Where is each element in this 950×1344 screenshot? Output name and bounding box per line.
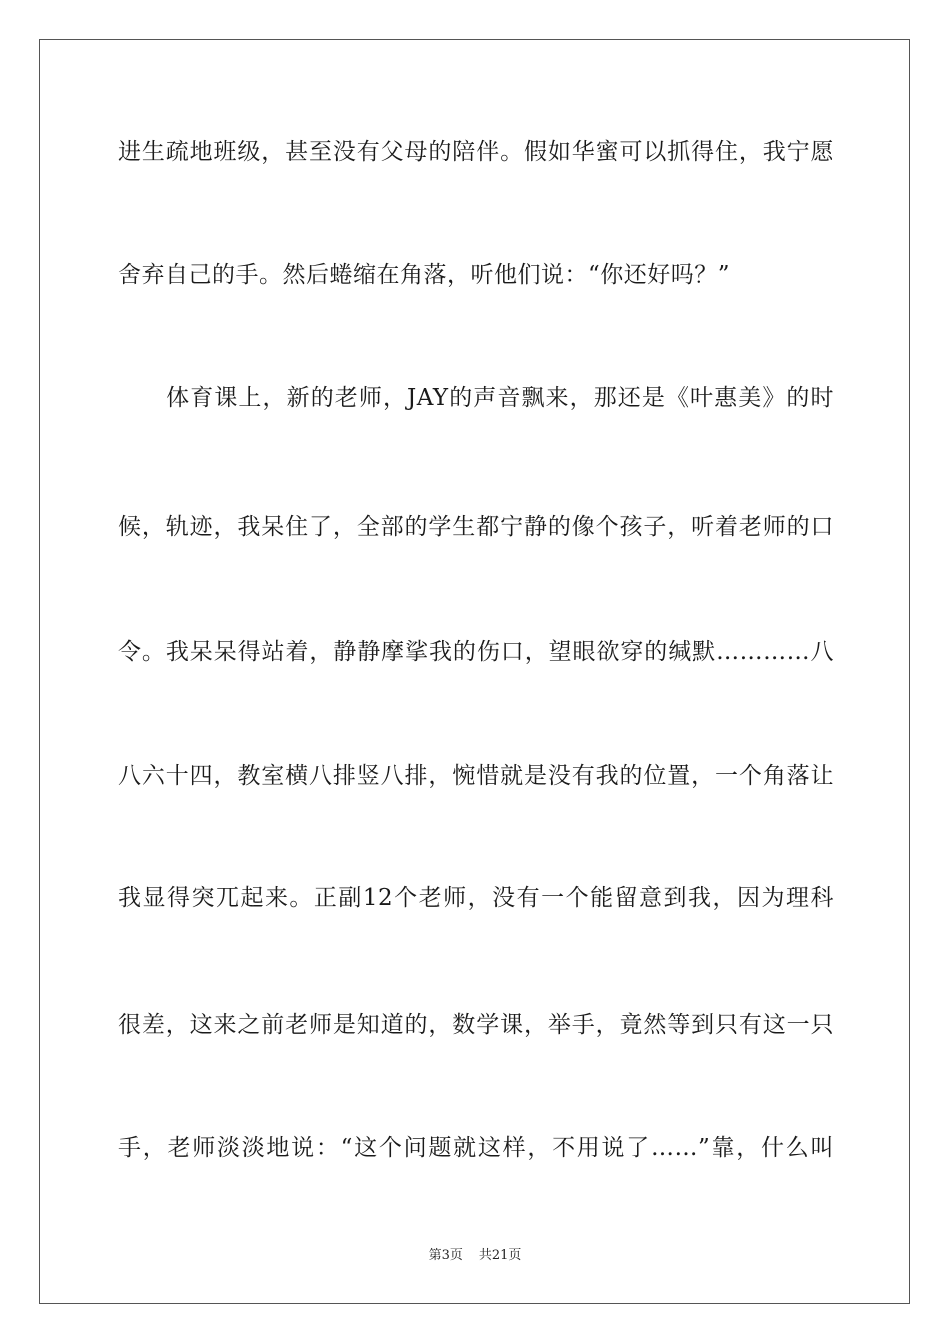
total-page-count: 共21页	[478, 1248, 522, 1263]
text-line: 很差，这来之前老师是知道的，数学课，举手，竟然等到只有这一只	[118, 1012, 834, 1038]
text-line: 体育课上，新的老师，JAY的声音飘来，那还是《叶惠美》的时	[118, 385, 834, 411]
text-line: 进生疏地班级，甚至没有父母的陪伴。假如华蜜可以抓得住，我宁愿	[118, 139, 834, 165]
text-line: 候，轨迹，我呆住了，全部的学生都宁静的像个孩子，听着老师的口	[118, 514, 834, 540]
text-line: 舍弃自己的手。然后蜷缩在角落，听他们说：“你还好吗？”	[118, 262, 731, 288]
text-line: 八六十四，教室横八排竖八排，惋惜就是没有我的位置，一个角落让	[118, 763, 834, 789]
page-border	[39, 39, 910, 1304]
page-footer	[0, 1248, 950, 1264]
text-line: 我显得突兀起来。正副12个老师，没有一个能留意到我，因为理科	[118, 885, 834, 911]
text-line: 手，老师淡淡地说：“这个问题就这样，不用说了……”靠，什么叫	[118, 1135, 834, 1161]
text-line: 令。我呆呆得站着，静静摩挲我的伤口，望眼欲穿的缄默…………八	[118, 639, 834, 665]
current-page-number: 第3页	[428, 1248, 463, 1263]
